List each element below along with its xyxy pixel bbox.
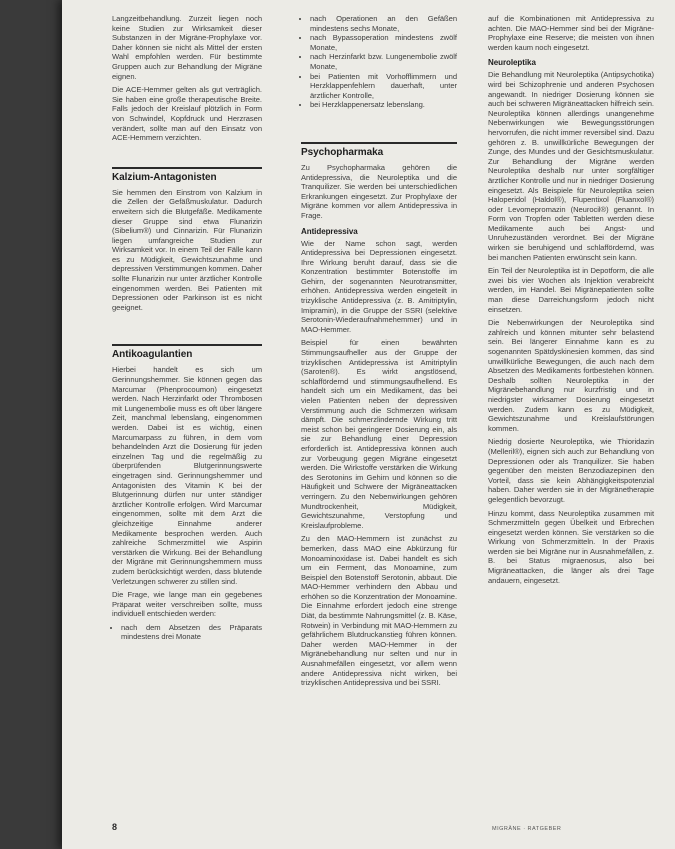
list-item: • nach Operationen an den Gefäßen mindestens sechs Monate, [310, 14, 457, 33]
subsection-heading: Neuroleptika [488, 58, 536, 68]
document-page [62, 0, 675, 849]
column-left [112, 14, 262, 646]
paragraph: Ein Teil der Neuroleptika ist in Depotform, die alle zwei bis vier Wochen als Injektion verabreicht werden, im Handel. Bei Migränepatienten sollte man diese Darreichungsform jedoch nicht einsetzen. [488, 266, 654, 314]
paragraph: Beispiel für einen bewährten Stimmungsaufheller aus der Gruppe der trizyklischen Antidepressiva ist Amitriptylin (Saroten®). Es wirkt angstlösend, schlaffördernd und stimmungsaufhellend. Es handelt sich um ein Medikament, das bei vielen Patienten neben der depressiven Verstimmung auch die Schmerzen wirksam dämpft. Die schmerzlindernde Wirkung tritt meist schon bei geringerer Dosierung ein, als sie zur Behandlung einer Depression erforderlich ist. Antidepressiva können auch zur Vorbeugung gegen Migräne eingesetzt werden. Die Wirkstoffe verstärken die Wirkung des Serotonins im Gehirn und können so die Häufigkeit und Schwere der Migräneattacken verringern. Zu den Nebenwirkungen gehören Mundtrockenheit, Müdigkeit, Gewichtszunahme, Verstopfung und Kreislaufprobleme. [301, 338, 457, 530]
paragraph: Die ACE-Hemmer gelten als gut verträglich. Sie haben eine große therapeutische Breite. Falls jedoch der Kreislauf plötzlich in Form von Schwindel, Kopfdruck und Herzrasen verändert, sollte man auf den Einsatz von ACE-Hemmern verzichten. [112, 85, 262, 143]
paragraph: Hierbei handelt es sich um Gerinnungshemmer. Sie können gegen das Marcumar (Phenprocoumon) eingesetzt werden. Nach Herzinfarkt oder Thrombosen mit Lungenembolie muss es oft über längere Zeit, manchmal lebenslang, eingenommen werden. Dabei ist es wichtig, einen Marcumarpass zu führen, in dem vom behandelnden Arzt die Dosierung für jeden einzelnen Tag und die regelmäßig zu überprüfenden Blutgerinnungswerte eingetragen sind. Gerinnungshemmer und Antagonisten des Vitamin K bei der Blutgerinnung dürfen nur unter ständiger ärztlicher Kontrolle erfolgen. Wird Marcumar eingenommen, sollte mit dem Arzt die gleichzeitige Einnahme anderer Medikamente besprochen werden. Auch zahlreiche Schmerzmittel wie Aspirin verstärken die Wirkung. Bei der Behandlung der Migräne mit Gerinnungshemmern muss zudem berücksichtigt werden, dass blutende Verletzungen schwerer zu stillen sind. [112, 365, 262, 586]
page-number: 8 [112, 822, 118, 832]
paragraph: Langzeitbehandlung. Zurzeit liegen noch keine Studien zur Wirksamkeit dieser Substanzen in der Migräne-Prophylaxe vor. Daher können sie nicht als Mittel der ersten Wahl empfohlen werden. Für bestimmte Gruppen auch zur Behandlung der Migräne eignen. [112, 14, 262, 81]
column-middle [301, 14, 457, 692]
paragraph: Wie der Name schon sagt, werden Antidepressiva bei Depressionen eingesetzt. Ihre Wirkung beruht darauf, dass sie die Konzentration bestimmter Botenstoffe im Gehirn, der sogenannten Neurotransmitter, erhöhen. Antidepressiva werden eingeteilt in trizyklische Antidepressiva (z. B. Amitriptylin, Imipramin), in die Gruppe der SSRI (selektive Serotonin-Wiederaufnahmehemmer) und in MAO-Hemmer. [301, 238, 457, 334]
list-item: • nach Bypassoperation mindestens zwölf Monate, [310, 33, 457, 52]
paragraph: Die Nebenwirkungen der Neuroleptika sind zahlreich und können mitunter sehr belastend sein. Bei längerer Einnahme kann es zu sogenannten Spätdyskinesien kommen, das sind unwillkürliche Bewegungen, die auch nach dem Absetzen des Medikaments fortbestehen können. Deshalb sollten Neuroleptika in der Migränebehandlung nur kurzfristig und in niedrigster wirksamer Dosierung eingesetzt werden. Zudem kann es zu Müdigkeit, Gewichtszunahme und Kreislaufstörungen kommen. [488, 318, 654, 433]
column-right [488, 14, 654, 589]
section-heading: Kalzium-Antagonisten [112, 167, 262, 184]
section-heading: Psychopharmaka [301, 142, 457, 159]
paragraph: Die Behandlung mit Neuroleptika (Antipsychotika) wird bei Schizophrenie und anderen Psychosen angewandt. In niedriger Dosierung können sie auch bei schweren Migräneattacken hilfreich sein. Neuroleptika können allerdings unangenehme Nebenwirkungen wie Bewegungsstörungen hervorrufen, die nicht immer reversibel sind. Dazu gehören z. B. unwillkürliche Bewegungen der Zunge, des Mundes und der Gesichtsmuskulatur. Zur Behandlung der Migräne werden Neuroleptika deshalb nur unter sorgfältiger ärztlicher Kontrolle und nur in niedriger Dosierung eingesetzt. Als Beispiele für Neuroleptika seien Haloperidol (Haldol®), Flupentixol (Fluanxol®) oder Levomepromazin (Neurocil®) genannt. In Form von Tropfen oder Tabletten werden diese Medikamente auch bei Angst- und Unruhezuständen verordnet. Bei der Migräne wirken sie beruhigend und schlaffördernd, was bei manchen Patienten erwünscht sein kann. [488, 70, 654, 262]
list-item: • nach dem Absetzen des Präparats mindestens drei Monate [121, 623, 262, 642]
paragraph: Zu Psychopharmaka gehören die Antidepressiva, die Neuroleptika und die Tranquilizer. Sie werden bei unterschiedlichen Erkrankungen eingesetzt. Zur Prophylaxe der Migräne kommen vor allem Antidepressiva in Frage. [301, 162, 457, 220]
paragraph: Niedrig dosierte Neuroleptika, wie Thioridazin (Melleril®), eignen sich auch zur Behandlung von Depressionen oder als Tranquilizer. Sie haben gegenüber den meisten Benzodiazepinen den Vorteil, dass sie kein Abhängigkeitspotenzial haben. Daher werden sie in der Migränetherapie gelegentlich bevorzugt. [488, 437, 654, 504]
paragraph: Die Frage, wie lange man ein gegebenes Präparat weiter verschreiben sollte, muss individuell entschieden werden: [112, 590, 262, 619]
page-footer: MIGRÄNE · RATGEBER [492, 826, 562, 832]
subsection-heading: Antidepressiva [301, 226, 358, 236]
paragraph: Zu den MAO-Hemmern ist zunächst zu bemerken, dass MAO eine Abkürzung für Monoaminoxidase ist. Dabei handelt es sich um ein Ferment, das Monoamine, zum Beispiel den Botenstoff Serotonin, abbaut. Die MAO-Hemmer verhindern den Abbau und erhöhen so die Konzentration der Monoamine. Die Einnahme erfordert jedoch eine strenge Diät, da bestimmte Nahrungsmittel (z. B. Käse, Rotwein) in Verbindung mit MAO-Hemmern zu gefährlichem Blutdruckanstieg führen können. Daher werden MAO-Hemmer in der Migränebehandlung nur selten und nur in Ausnahmefällen eingesetzt, vor allem wenn andere Antidepressiva nicht wirken, bei trizyklischen Antidepressiva und bei SSRI. [301, 534, 457, 688]
paragraph: auf die Kombinationen mit Antidepressiva zu achten. Die MAO-Hemmer sind bei der Migräne-Prophylaxe eine Reserve; die meisten von ihnen werden kaum noch eingesetzt. [488, 14, 654, 52]
section-heading: Antikoagulantien [112, 344, 262, 361]
bullet-list [301, 14, 457, 110]
paragraph: Hinzu kommt, dass Neuroleptika zusammen mit Schmerzmitteln gegen Übelkeit und Erbrechen eingesetzt werden können. Sie verstärken so die Wirkung von Schmerzmitteln. In der Praxis werden sie bei Migräne nur in Ausnahmefällen, z. B. bei Status migraenosus, also bei Migräneattacken, die länger als drei Tage andauern, eingesetzt. [488, 508, 654, 585]
paragraph: Sie hemmen den Einstrom von Kalzium in die Zellen der Gefäßmuskulatur. Dadurch erweitern sich die Blutgefäße. Medikamente dieser Gruppe sind etwa Flunarizin (Sibelium®) und Cinnarizin. Für Flunarizin liegen umfangreiche Studien zur Wirksamkeit vor. In einem Teil der Fälle kann es zu Müdigkeit, Gewichtszunahme und depressiven Verstimmungen kommen. Daher sollte Flunarizin nur unter ärztlicher Kontrolle eingenommen werden. Bei Patienten mit Depressionen oder Parkinson ist es nicht geeignet. [112, 187, 262, 312]
list-item: • bei Patienten mit Vorhofflimmern und Herzklappenfehlern dauerhaft, unter ärztlicher Kontrolle, [310, 72, 457, 101]
bullet-list [112, 623, 262, 642]
list-item: • bei Herzklappenersatz lebenslang. [310, 100, 457, 110]
list-item: • nach Herzinfarkt bzw. Lungenembolie zwölf Monate, [310, 52, 457, 71]
